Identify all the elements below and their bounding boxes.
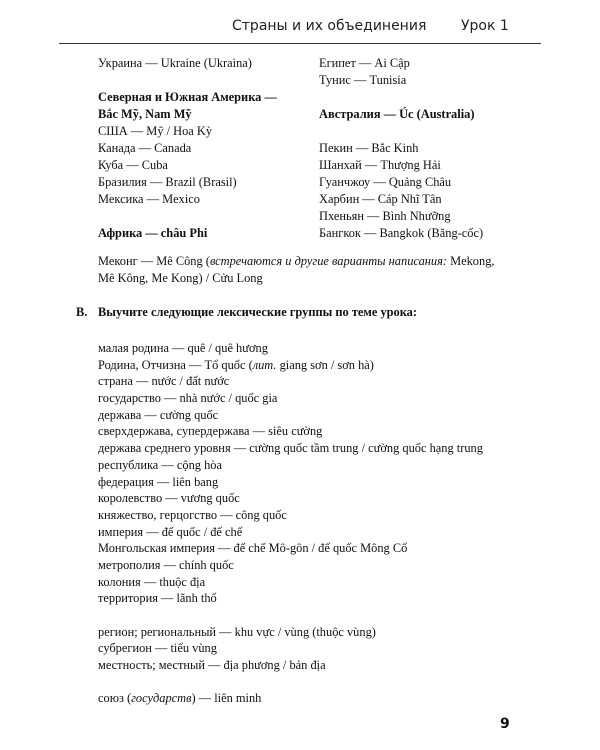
- vocab-text: Родина, Отчизна — Tổ quốc (: [98, 357, 253, 372]
- vocab-item: малая родина — quê / quê hương: [98, 341, 268, 355]
- vocab-item: метрополия — chính quốc: [98, 557, 234, 572]
- entry-bangkok: Бангкок — Bangkok (Băng-cốc): [319, 226, 484, 240]
- section-letter: B.: [76, 305, 88, 319]
- entry-ukraine: Украина — Ukraine (Ukraina): [98, 56, 252, 70]
- entry-egypt: Египет — Ai Cập: [319, 56, 410, 70]
- section-instruction: Выучите следующие лексические группы по теме урока:: [98, 305, 418, 319]
- mekong-note: встречаются и другие варианты написания:: [209, 254, 447, 268]
- entry-pyongyang: Пхеньян — Bình Nhưỡng: [319, 209, 451, 223]
- vocab-item: государство — nhà nước / quốc gia: [98, 391, 278, 406]
- vocab-item: федерация — liên bang: [98, 474, 219, 489]
- chapter-title: Страны и их объединения: [232, 18, 427, 34]
- lesson-label: Урок 1: [461, 18, 509, 34]
- header-divider: [59, 43, 541, 44]
- entry-shanghai: Шанхай — Thượng Hải: [319, 158, 441, 172]
- heading-america-line1: Северная и Южная Америка —: [98, 90, 277, 104]
- vocab-item: Монгольская империя — đế chế Mô-gôn / đế quốc Mông Cổ: [98, 541, 408, 556]
- page-number: 9: [500, 716, 510, 732]
- vocab-item: местность; местный — địa phương / bản địa: [98, 658, 326, 673]
- vocab-item: колония — thuộc địa: [98, 574, 206, 589]
- entry-cuba: Куба — Cuba: [98, 158, 168, 172]
- entry-brazil: Бразилия — Brazil (Brasil): [98, 175, 237, 189]
- left-column: [98, 55, 277, 242]
- vocab-note: государств: [131, 691, 192, 706]
- vocab-list: [98, 340, 483, 707]
- entry-guangzhou: Гуанчжоу — Quảng Châu: [319, 175, 452, 189]
- page-header: [0, 0, 600, 48]
- vocab-item: страна — nước / đất nước: [98, 374, 230, 389]
- entry-canada: Канада — Canada: [98, 141, 192, 155]
- heading-africa: Африка — châu Phi: [98, 226, 208, 240]
- vocab-item: сверхдержава, супердержава — siêu cường: [98, 424, 323, 439]
- mekong-line2: Mê Kông, Me Kong) / Cửu Long: [98, 271, 263, 285]
- vocab-text: союз (: [98, 691, 132, 706]
- vocab-item: держава среднего уровня — cường quốc tầm trung / cường quốc hạng trung: [98, 441, 483, 456]
- vocab-item: королевство — vương quốc: [98, 491, 240, 506]
- vocab-note: лит.: [252, 357, 277, 372]
- mekong-line1: [98, 253, 538, 270]
- vocab-text: ) — liên minh: [191, 691, 262, 706]
- heading-australia: Австралия — Úc (Australia): [319, 107, 475, 121]
- mekong-variant: Mekong,: [447, 254, 495, 268]
- mekong-text: Меконг — Mê Công (: [98, 254, 210, 268]
- entry-mexico: Мексика — Mexico: [98, 192, 200, 206]
- vocab-item: княжество, герцогство — công quốc: [98, 507, 287, 522]
- entry-harbin: Харбин — Cáp Nhĩ Tân: [319, 192, 442, 206]
- vocab-item: империя — đế quốc / đế chế: [98, 524, 243, 539]
- vocab-item: [98, 357, 483, 374]
- vocab-item: территория — lãnh thổ: [98, 591, 217, 606]
- section-b-heading: [76, 304, 417, 321]
- vocab-item: субрегион — tiểu vùng: [98, 641, 217, 656]
- right-column: [319, 55, 483, 242]
- entry-usa: США — Mỹ / Hoa Kỳ: [98, 124, 213, 138]
- vocab-item: [98, 690, 483, 707]
- vocab-text: giang sơn / sơn hà): [276, 357, 374, 372]
- entry-beijing: Пекин — Bắc Kinh: [319, 141, 419, 155]
- vocab-item: держава — cường quốc: [98, 407, 219, 422]
- mekong-entry: [98, 253, 538, 287]
- entry-tunisia: Тунис — Tunisia: [319, 73, 407, 87]
- heading-america-line2: Bắc Mỹ, Nam Mỹ: [98, 107, 192, 121]
- vocab-item: республика — cộng hòa: [98, 457, 222, 472]
- vocab-item: регион; региональный — khu vực / vùng (thuộc vùng): [98, 624, 376, 639]
